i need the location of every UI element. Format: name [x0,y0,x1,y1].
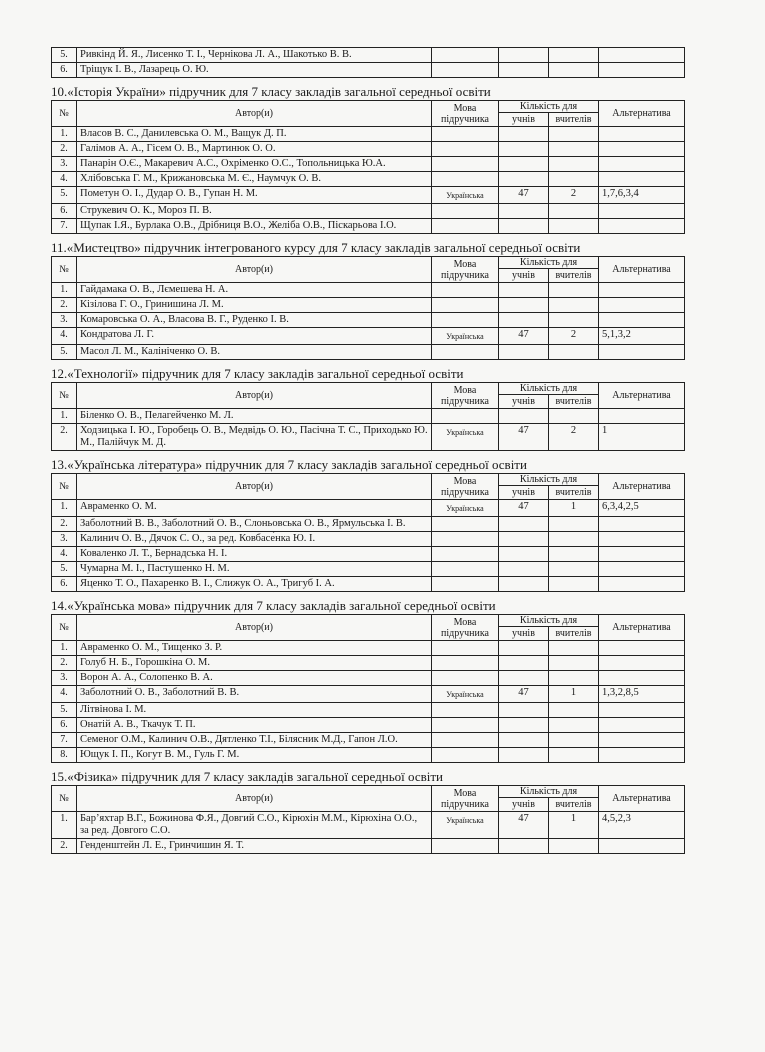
textbook-table [51,614,685,763]
header-language: Мова підручника [432,101,499,127]
author-cell: Кондратова Л. Г. [77,328,432,345]
table-row [52,532,685,547]
row-number: 5. [52,562,77,577]
teachers-count-cell [549,517,599,532]
students-count-cell [499,313,549,328]
header-teachers: вчителів [549,798,599,812]
table-row [52,157,685,172]
teachers-count-cell [549,703,599,718]
teachers-count-cell: 1 [549,500,599,517]
row-number: 5. [52,48,77,63]
alternative-cell [599,671,685,686]
author-cell: Пометун О. І., Дудар О. В., Гупан Н. М. [77,187,432,204]
section-11 [51,234,684,360]
header-students: учнів [499,627,549,641]
table-row [52,283,685,298]
students-count-cell [499,409,549,424]
row-number: 8. [52,748,77,763]
language-cell: Українська [432,187,499,204]
section-title: 12.«Технології» підручник для 7 класу закладів загальної середньої освіти [51,366,464,381]
teachers-count-cell: 2 [549,187,599,204]
alternative-cell [599,718,685,733]
language-cell [432,718,499,733]
row-number: 7. [52,219,77,234]
language-cell [432,839,499,854]
language-cell: Українська [432,500,499,517]
students-count-cell: 47 [499,812,549,839]
teachers-count-cell [549,733,599,748]
header-students: учнів [499,269,549,283]
header-count: Кількість для [499,101,599,113]
row-number: 2. [52,298,77,313]
language-cell [432,127,499,142]
author-cell: Коваленко Л. Т., Бернадська Н. І. [77,547,432,562]
table-row [52,718,685,733]
language-cell: Українська [432,328,499,345]
students-count-cell: 47 [499,424,549,451]
students-count-cell [499,671,549,686]
alternative-cell [599,204,685,219]
students-count-cell [499,219,549,234]
document-page [51,47,684,854]
row-number: 1. [52,500,77,517]
header-alternative: Альтернатива [599,257,685,283]
table-row [52,517,685,532]
row-number: 5. [52,703,77,718]
author-cell: Кізілова Г. О., Гринишина Л. М. [77,298,432,313]
author-cell: Щупак І.Я., Бурлака О.В., Дрібниця В.О., Желіба О.В., Піскарьова І.О. [77,219,432,234]
students-count-cell [499,204,549,219]
author-cell: Заболотний О. В., Заболотний В. В. [77,686,432,703]
language-cell [432,283,499,298]
textbook-table [51,382,685,451]
students-count-cell: 47 [499,328,549,345]
author-cell: Семеног О.М., Калинич О.В., Дятленко Т.І., Білясник М.Д., Гапон Л.О. [77,733,432,748]
header-students: учнів [499,486,549,500]
section-14 [51,592,684,763]
table-row [52,328,685,345]
students-count-cell [499,517,549,532]
table-row [52,63,685,78]
header-author: Автор(и) [77,615,432,641]
section-12 [51,360,684,451]
section-title: 10.«Історія України» підручник для 7 класу закладів загальної середньої освіти [51,84,491,99]
author-cell: Ходзицька І. Ю., Горобець О. В., Медвідь О. Ю., Пасічна Т. С., Приходько Ю. М., Палійчук М. Д. [77,424,432,451]
teachers-count-cell [549,142,599,157]
language-cell [432,562,499,577]
header-teachers: вчителів [549,395,599,409]
teachers-count-cell [549,345,599,360]
students-count-cell [499,345,549,360]
language-cell [432,313,499,328]
header-students: учнів [499,395,549,409]
row-number: 2. [52,424,77,451]
language-cell [432,345,499,360]
row-number: 1. [52,409,77,424]
table-row [52,204,685,219]
alternative-cell [599,345,685,360]
students-count-cell [499,127,549,142]
language-cell [432,656,499,671]
alternative-cell: 1,3,2,8,5 [599,686,685,703]
alternative-cell [599,703,685,718]
header-teachers: вчителів [549,627,599,641]
language-cell: Українська [432,686,499,703]
author-cell: Галімов А. А., Гісем О. В., Мартинюк О. О. [77,142,432,157]
table-row [52,500,685,517]
language-cell [432,298,499,313]
teachers-count-cell: 1 [549,686,599,703]
students-count-cell [499,63,549,78]
header-language: Мова підручника [432,615,499,641]
header-students: учнів [499,798,549,812]
students-count-cell [499,298,549,313]
author-cell: Хлібовська Г. М., Крижановська М. Є., Наумчук О. В. [77,172,432,187]
header-count: Кількість для [499,786,599,798]
table-row [52,686,685,703]
author-cell: Комаровська О. А., Власова В. Г., Руденко І. В. [77,313,432,328]
teachers-count-cell [549,656,599,671]
language-cell [432,517,499,532]
language-cell [432,409,499,424]
row-number: 1. [52,127,77,142]
row-number: 6. [52,577,77,592]
language-cell [432,157,499,172]
section-title: 15.«Фізика» підручник для 7 класу закладів загальної середньої освіти [51,769,443,784]
header-language: Мова підручника [432,786,499,812]
language-cell [432,577,499,592]
teachers-count-cell [549,532,599,547]
row-number: 3. [52,532,77,547]
teachers-count-cell [549,172,599,187]
students-count-cell: 47 [499,500,549,517]
row-number: 2. [52,517,77,532]
language-cell [432,204,499,219]
header-num: № [52,786,77,812]
header-num: № [52,615,77,641]
textbook-table [51,256,685,360]
author-cell: Авраменко О. М. [77,500,432,517]
table-row [52,748,685,763]
alternative-cell [599,562,685,577]
section-title: 11.«Мистецтво» підручник інтегрованого курсу для 7 класу закладів загальної середньої освіти [51,240,581,255]
students-count-cell [499,283,549,298]
author-cell: Ворон А. А., Солопенко В. А. [77,671,432,686]
teachers-count-cell [549,204,599,219]
row-number: 7. [52,733,77,748]
teachers-count-cell: 2 [549,424,599,451]
table-row [52,127,685,142]
language-cell [432,703,499,718]
students-count-cell [499,172,549,187]
alternative-cell [599,298,685,313]
alternative-cell [599,748,685,763]
author-cell: Масол Л. М., Калініченко О. В. [77,345,432,360]
alternative-cell [599,63,685,78]
alternative-cell [599,313,685,328]
author-cell: Онатій А. В., Ткачук Т. П. [77,718,432,733]
header-author: Автор(и) [77,101,432,127]
row-number: 4. [52,172,77,187]
row-number: 4. [52,686,77,703]
teachers-count-cell [549,48,599,63]
header-teachers: вчителів [549,269,599,283]
table-row [52,187,685,204]
section-13 [51,451,684,592]
students-count-cell: 47 [499,686,549,703]
row-number: 2. [52,839,77,854]
students-count-cell [499,157,549,172]
students-count-cell [499,641,549,656]
alternative-cell: 6,3,4,2,5 [599,500,685,517]
header-teachers: вчителів [549,113,599,127]
students-count-cell [499,839,549,854]
header-language: Мова підручника [432,383,499,409]
alternative-cell [599,532,685,547]
students-count-cell [499,48,549,63]
alternative-cell [599,172,685,187]
teachers-count-cell [549,641,599,656]
table-row [52,562,685,577]
alternative-cell: 1,7,6,3,4 [599,187,685,204]
row-number: 3. [52,671,77,686]
language-cell: Українська [432,812,499,839]
header-language: Мова підручника [432,474,499,500]
students-count-cell [499,733,549,748]
alternative-cell [599,48,685,63]
author-cell: Генденштейн Л. Е., Гринчишин Я. Т. [77,839,432,854]
teachers-count-cell [549,283,599,298]
language-cell [432,641,499,656]
students-count-cell [499,577,549,592]
alternative-cell [599,409,685,424]
alternative-cell [599,157,685,172]
teachers-count-cell: 1 [549,812,599,839]
table-row [52,345,685,360]
author-cell: Панарін О.Є., Макаревич А.С., Охріменко О.С., Топольницька Ю.А. [77,157,432,172]
header-num: № [52,474,77,500]
language-cell [432,671,499,686]
author-cell: Заболотний В. В., Заболотний О. В., Слоньовська О. В., Ярмульська І. В. [77,517,432,532]
alternative-cell [599,733,685,748]
header-alternative: Альтернатива [599,383,685,409]
teachers-count-cell [549,219,599,234]
row-number: 5. [52,345,77,360]
alternative-cell [599,641,685,656]
language-cell [432,748,499,763]
language-cell [432,532,499,547]
table-row [52,142,685,157]
row-number: 5. [52,187,77,204]
author-cell: Струкевич О. К., Мороз П. В. [77,204,432,219]
alternative-cell [599,656,685,671]
row-number: 2. [52,656,77,671]
alternative-cell [599,127,685,142]
row-number: 1. [52,641,77,656]
table-row [52,219,685,234]
author-cell: Калинич О. В., Дячок С. О., за ред. Ковбасе́нка Ю. І. [77,532,432,547]
alternative-cell [599,839,685,854]
table-row [52,172,685,187]
author-cell: Ющук І. П., Когут В. М., Гуль Г. М. [77,748,432,763]
students-count-cell [499,532,549,547]
section-title: 13.«Українська література» підручник для 7 класу закладів загальної середньої освіти [51,457,527,472]
top-table-body [52,48,685,78]
author-cell: Біленко О. В., Пелагейченко М. Л. [77,409,432,424]
header-num: № [52,383,77,409]
author-cell: Бар’яхтар В.Г., Божинова Ф.Я., Довгий С.О., Кірюхін М.М., Кірюхіна О.О., за ред. Довгого С.О. [77,812,432,839]
students-count-cell [499,718,549,733]
author-cell: Літвінова І. М. [77,703,432,718]
language-cell [432,63,499,78]
row-number: 1. [52,812,77,839]
students-count-cell [499,142,549,157]
row-number: 4. [52,547,77,562]
teachers-count-cell [549,718,599,733]
alternative-cell [599,517,685,532]
top-table [51,47,685,78]
header-row [52,474,685,486]
language-cell [432,142,499,157]
teachers-count-cell [549,409,599,424]
header-author: Автор(и) [77,383,432,409]
row-number: 4. [52,328,77,345]
alternative-cell [599,283,685,298]
row-number: 6. [52,204,77,219]
header-author: Автор(и) [77,257,432,283]
alternative-cell [599,577,685,592]
table-row [52,424,685,451]
header-num: № [52,257,77,283]
header-row [52,615,685,627]
table-row [52,839,685,854]
alternative-cell: 4,5,2,3 [599,812,685,839]
language-cell [432,547,499,562]
header-row [52,101,685,113]
alternative-cell: 1 [599,424,685,451]
author-cell: Яценко Т. О., Пахаренко В. І., Слижук О. А., Тригуб І. А. [77,577,432,592]
header-count: Кількість для [499,257,599,269]
row-number: 2. [52,142,77,157]
language-cell: Українська [432,424,499,451]
header-row [52,786,685,798]
table-row [52,703,685,718]
table-row [52,577,685,592]
header-alternative: Альтернатива [599,101,685,127]
alternative-cell [599,142,685,157]
table-row [52,733,685,748]
language-cell [432,219,499,234]
section-title: 14.«Українська мова» підручник для 7 класу закладів загальної середньої освіти [51,598,496,613]
header-count: Кількість для [499,383,599,395]
teachers-count-cell [549,547,599,562]
textbook-table [51,473,685,592]
author-cell: Голуб Н. Б., Горошкіна О. М. [77,656,432,671]
header-count: Кількість для [499,474,599,486]
table-row [52,298,685,313]
header-num: № [52,101,77,127]
author-cell: Гайдамака О. В., Лємешева Н. А. [77,283,432,298]
teachers-count-cell [549,298,599,313]
students-count-cell [499,562,549,577]
author-cell: Чумарна М. І., Пастушенко Н. М. [77,562,432,577]
table-row [52,641,685,656]
alternative-cell [599,219,685,234]
header-author: Автор(и) [77,786,432,812]
sections-container [51,78,684,854]
table-row [52,409,685,424]
table-row [52,48,685,63]
header-row [52,257,685,269]
table-row [52,671,685,686]
language-cell [432,48,499,63]
header-alternative: Альтернатива [599,615,685,641]
teachers-count-cell [549,577,599,592]
teachers-count-cell [549,839,599,854]
teachers-count-cell [549,127,599,142]
row-number: 3. [52,313,77,328]
section-15 [51,763,684,854]
row-number: 3. [52,157,77,172]
table-row [52,313,685,328]
teachers-count-cell [549,748,599,763]
header-count: Кількість для [499,615,599,627]
teachers-count-cell [549,671,599,686]
textbook-table [51,785,685,854]
header-alternative: Альтернатива [599,786,685,812]
teachers-count-cell: 2 [549,328,599,345]
header-teachers: вчителів [549,486,599,500]
section-10 [51,78,684,234]
textbook-table [51,100,685,234]
language-cell [432,172,499,187]
row-number: 6. [52,718,77,733]
students-count-cell [499,748,549,763]
row-number: 1. [52,283,77,298]
author-cell: Ривкінд Й. Я., Лисенко Т. І., Чернікова Л. А., Шакотько В. В. [77,48,432,63]
table-row [52,812,685,839]
author-cell: Власов В. С., Данилевська О. М., Ващук Д. П. [77,127,432,142]
author-cell: Авраменко О. М., Тищенко З. Р. [77,641,432,656]
header-language: Мова підручника [432,257,499,283]
students-count-cell [499,547,549,562]
table-row [52,547,685,562]
author-cell: Тріщук І. В., Лазарець О. Ю. [77,63,432,78]
table-row [52,656,685,671]
alternative-cell [599,547,685,562]
teachers-count-cell [549,562,599,577]
students-count-cell: 47 [499,187,549,204]
students-count-cell [499,703,549,718]
header-alternative: Альтернатива [599,474,685,500]
teachers-count-cell [549,63,599,78]
language-cell [432,733,499,748]
teachers-count-cell [549,157,599,172]
students-count-cell [499,656,549,671]
teachers-count-cell [549,313,599,328]
row-number: 6. [52,63,77,78]
header-author: Автор(и) [77,474,432,500]
header-students: учнів [499,113,549,127]
alternative-cell: 5,1,3,2 [599,328,685,345]
header-row [52,383,685,395]
